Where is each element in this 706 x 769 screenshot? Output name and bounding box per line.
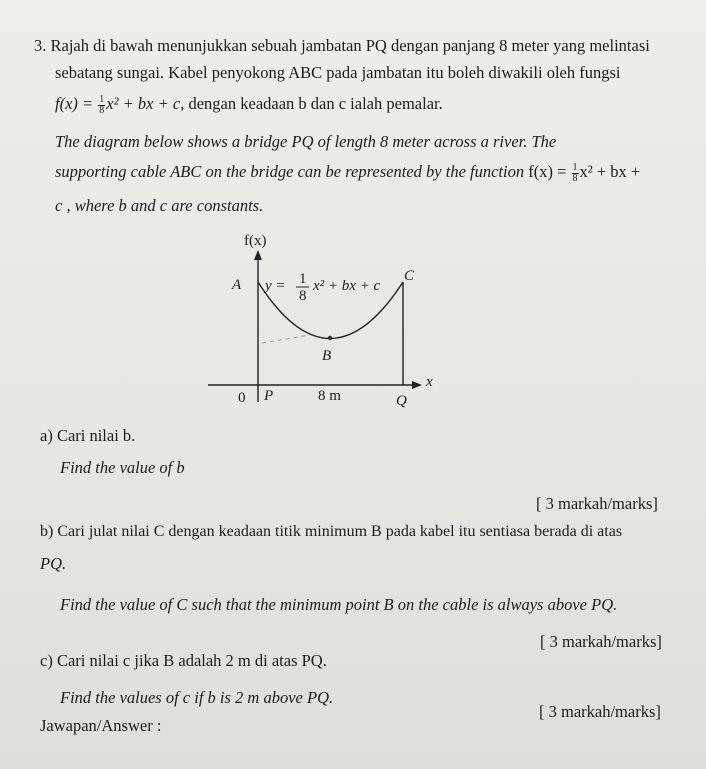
english-text-3: c , where b and c are constants. (55, 196, 264, 215)
english-text-2: supporting cable ABC on the bridge can be represented by the function (55, 162, 525, 181)
label-b: B (322, 348, 332, 364)
part-b-malay-2: PQ. (40, 554, 67, 573)
x-axis-arrow (412, 381, 422, 389)
frac-numerator-2: 1 (572, 161, 578, 173)
english-function-rhs: x² + bx + (579, 162, 641, 181)
part-a-marks: [ 3 markah/marks] (536, 494, 658, 513)
curve-eq-rhs: x² + bx + c (313, 278, 381, 294)
english-function-lhs: f(x) = (528, 162, 571, 181)
label-origin: 0 (238, 390, 246, 406)
malay-text-1: Rajah di bawah menunjukkan sebuah jambatan PQ dengan panjang 8 meter yang melintasi (50, 36, 650, 55)
part-b-malay-1: b) Cari julat nilai C dengan keadaan titik minimum B pada kabel itu sentiasa berada di atas (40, 523, 623, 540)
curve-frac-num: 1 (299, 271, 307, 287)
part-b-english: Find the value of C such that the minimum point B on the cable is always above PQ. (60, 595, 618, 614)
label-fx: f(x) (244, 233, 267, 249)
faint-guide-line (262, 335, 310, 343)
part-a-malay: a) Cari nilai b. (40, 426, 136, 445)
y-axis-arrow (254, 250, 262, 260)
malay-text-2: sebatang sungai. Kabel penyokong ABC pada jambatan itu boleh diwakili oleh fungsi (55, 63, 621, 82)
part-c-english: Find the values of c if b is 2 m above PQ. (60, 688, 334, 707)
part-c-malay: c) Cari nilai c jika B adalah 2 m di atas PQ. (40, 651, 327, 670)
function-rhs: x² + bx + c (106, 94, 181, 113)
frac-numerator: 1 (99, 93, 105, 105)
label-c: C (404, 268, 415, 284)
label-q: Q (396, 393, 407, 409)
part-a-english: Find the value of b (60, 458, 185, 477)
part-c-marks: [ 3 markah/marks] (539, 702, 661, 721)
frac-denominator: 8 (99, 104, 105, 116)
function-lhs: f(x) = (55, 94, 98, 113)
curve-frac-den: 8 (299, 288, 307, 304)
answer-label: Jawapan/Answer : (40, 716, 162, 735)
label-length: 8 m (318, 388, 341, 404)
english-text-1: The diagram below shows a bridge PQ of length 8 meter across a river. The (55, 132, 557, 151)
part-b-marks: [ 3 markah/marks] (540, 632, 662, 651)
label-a: A (232, 277, 242, 293)
frac-denominator-2: 8 (572, 172, 578, 184)
label-p: P (264, 388, 274, 404)
label-x: x (426, 374, 433, 390)
malay-function-tail: , dengan keadaan b dan c ialah pemalar. (180, 94, 443, 113)
minimum-point-b (328, 336, 332, 340)
curve-eq-lhs: y = (265, 278, 286, 294)
question-number: 3. (34, 36, 47, 55)
